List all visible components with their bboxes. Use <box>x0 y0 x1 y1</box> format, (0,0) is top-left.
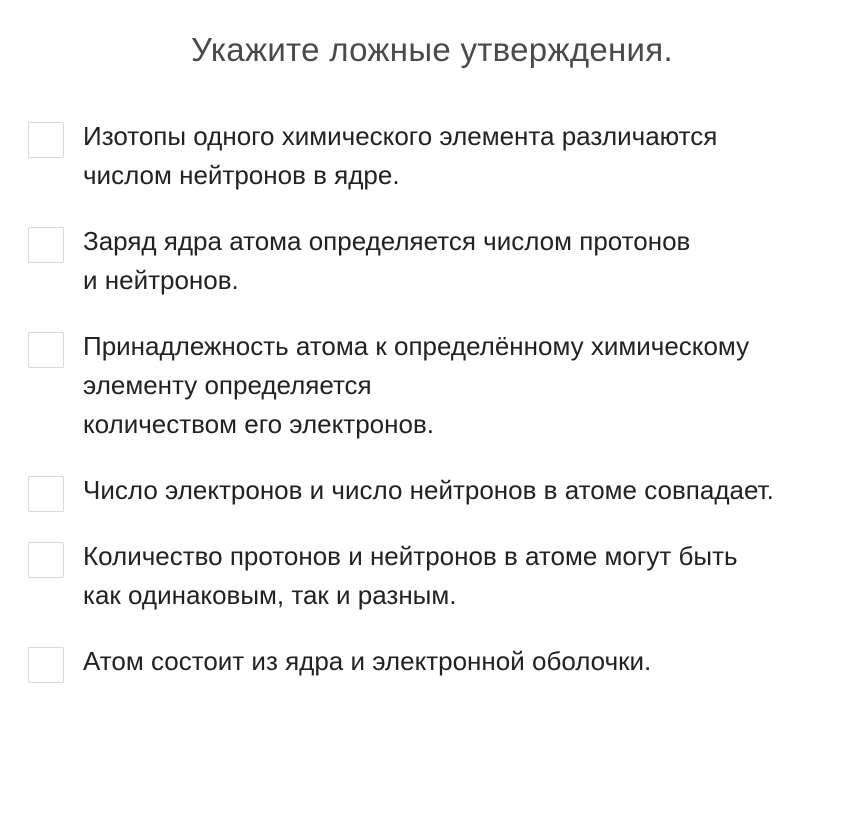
question-title: Укажите ложные утверждения. <box>191 31 673 68</box>
answer-option-text: Число электронов и число нейтронов в атоме совпадает. <box>83 475 774 505</box>
answer-option[interactable] <box>28 540 858 615</box>
answer-option[interactable] <box>28 330 858 444</box>
answer-checkbox[interactable] <box>28 227 64 263</box>
answer-option-text: Заряд ядра атома определяется числом протонов и нейтронов. <box>83 226 691 295</box>
answer-option-text: Количество протонов и нейтронов в атоме могут быть как одинаковым, так и разным. <box>83 541 738 610</box>
answer-checkbox[interactable] <box>28 332 64 368</box>
answer-option-text: Принадлежность атома к определённому химическому элементу определяется количеством его электронов. <box>83 331 750 439</box>
answer-option[interactable] <box>28 645 858 683</box>
answer-option-text: Изотопы одного химического элемента различаются числом нейтронов в ядре. <box>83 121 718 190</box>
answer-option[interactable] <box>28 120 858 195</box>
answer-checkbox[interactable] <box>28 647 64 683</box>
answer-checkbox[interactable] <box>28 476 64 512</box>
answer-checkbox[interactable] <box>28 122 64 158</box>
answer-checkbox[interactable] <box>28 542 64 578</box>
answer-option-text: Атом состоит из ядра и электронной оболочки. <box>83 646 652 676</box>
answer-option[interactable] <box>28 474 858 512</box>
answer-option[interactable] <box>28 225 858 300</box>
